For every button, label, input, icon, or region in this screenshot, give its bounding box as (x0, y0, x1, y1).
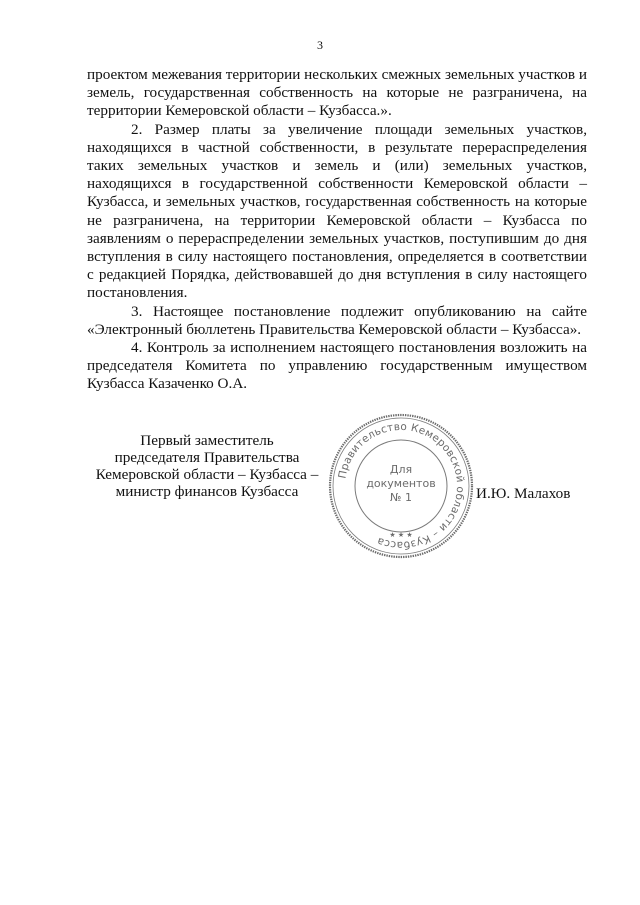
seal-center-line: документов (366, 477, 436, 490)
paragraph-2-fee-amount: 2. Размер платы за увеличение площади земельных участков, находящихся в частной собственности, в результате перераспределения таких земельных участков и земель и (или) земельных участков, находящихся в государственной собственности Кемеровской области – Кузбасса, и земельных участков, государственная собственность на которые не разграничена, на территории Кемеровской области – Кузбасса по заявлениям о перераспределении земельных участков, поступившим до дня вступления в силу настоящего постановления, определяется в соответствии с редакцией Порядка, действовавшей до дня вступления в силу настоящего постановления. (87, 120, 587, 302)
signatory-title-line: председателя Правительства (114, 449, 300, 466)
signatory-title-line: министр финансов Кузбасса (115, 483, 299, 500)
signatory-name: И.Ю. Малахов (476, 485, 571, 502)
paragraph-4-control: 4. Контроль за исполнением настоящего постановления возложить на председателя Комитета по управлению государственным имуществом Кузбасса Казаченко О.А. (87, 339, 587, 393)
seal-ring-text: Правительство Кемеровской области – Кузбасса (336, 420, 467, 552)
paragraph-3-publication: 3. Настоящее постановление подлежит опубликованию на сайте «Электронный бюллетень Правительства Кемеровской области – Кузбасса». (87, 302, 587, 338)
signatory-title-line: Первый заместитель (140, 432, 274, 449)
signatory-title (87, 432, 327, 500)
seal-center-line: № 1 (390, 491, 412, 504)
paragraph-continuation: проектом межевания территории нескольких смежных земельных участков и земель, государственная собственность на которые не разграничена, на территории Кемеровской области – Кузбасса.». (87, 66, 587, 120)
seal-center-line: Для (389, 463, 413, 476)
document-body (87, 66, 587, 394)
seal-stars: ★ ★ ★ (389, 531, 413, 539)
official-seal-stamp (326, 411, 476, 561)
signatory-title-line: Кемеровской области – Кузбасса – (95, 466, 319, 483)
page-number: 3 (317, 38, 323, 52)
